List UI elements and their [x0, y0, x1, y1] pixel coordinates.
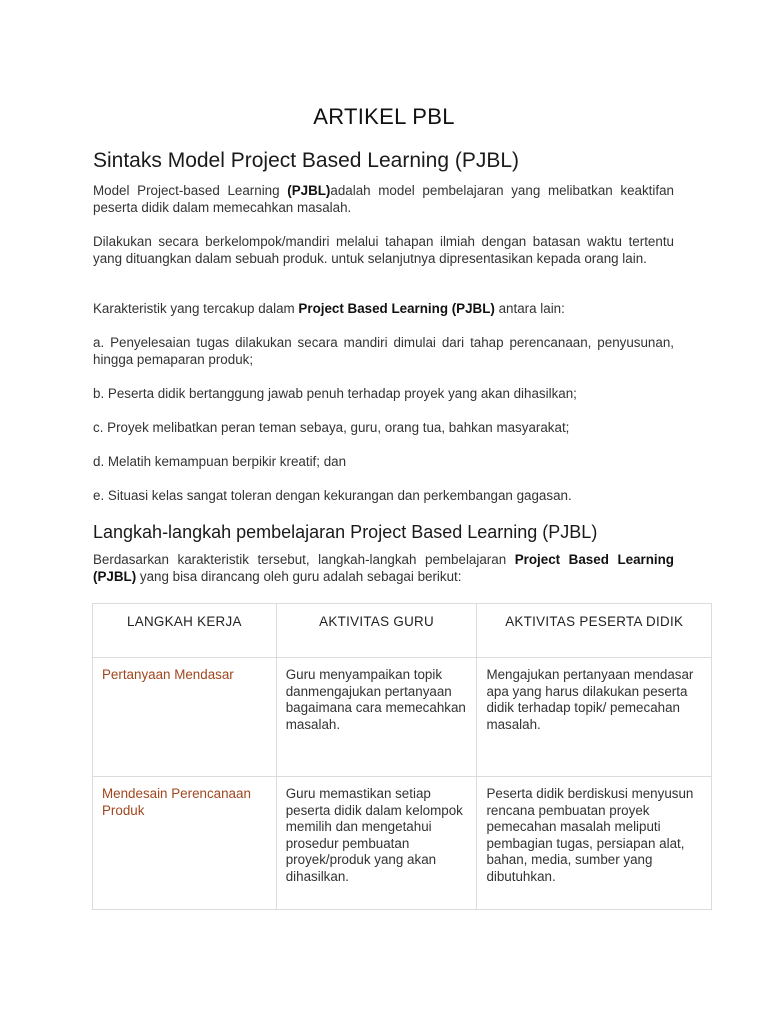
- list-item-c: c. Proyek melibatkan peran teman sebaya, guru, orang tua, bahkan masyarakat;: [93, 420, 570, 435]
- paragraph-characteristics-intro: [93, 301, 674, 318]
- paragraph-text: Model Project-based Learning: [93, 183, 288, 198]
- paragraph-text: Berdasarkan karakteristik tersebut, langkah-langkah pembelajaran: [93, 552, 515, 567]
- section-heading-langkah: Langkah-langkah pembelajaran Project Based Learning (PJBL): [93, 522, 598, 542]
- student-activity-cell: Mengajukan pertanyaan mendasar apa yang harus dilakukan peserta didik terhadap topik/ pemecahan masalah.: [477, 658, 712, 777]
- document-title: ARTIKEL PBL: [313, 104, 455, 129]
- paragraph-steps-intro: [93, 552, 674, 585]
- paragraph-text: Karakteristik yang tercakup dalam: [93, 301, 299, 316]
- section-heading-sintaks: Sintaks Model Project Based Learning (PJBL): [93, 149, 520, 172]
- step-cell: Pertanyaan Mendasar: [93, 658, 277, 777]
- steps-table: [92, 603, 712, 910]
- bold-term: (PJBL): [287, 183, 331, 198]
- list-item-e: e. Situasi kelas sangat toleran dengan kekurangan dan perkembangan gagasan.: [93, 488, 572, 503]
- bold-term: Project Based Learning (PJBL): [93, 552, 674, 584]
- paragraph-definition: [93, 183, 674, 216]
- teacher-activity-cell: Guru memastikan setiap peserta didik dalam kelompok memilih dan mengetahui prosedur pembuatan proyek/produk yang akan dihasilkan.: [276, 777, 477, 910]
- column-header-langkah: LANGKAH KERJA: [93, 604, 277, 658]
- teacher-activity-cell: Guru menyampaikan topik danmengajukan pertanyaan bagaimana cara memecahkan masalah.: [276, 658, 477, 777]
- paragraph-text: adalah model pembelajaran yang melibatkan keaktifan peserta didik dalam memecahkan masalah.: [93, 183, 674, 215]
- list-item-b: b. Peserta didik bertanggung jawab penuh terhadap proyek yang akan dihasilkan;: [93, 386, 577, 401]
- table-header-row: [93, 604, 712, 658]
- step-cell: Mendesain Perencanaan Produk: [93, 777, 277, 910]
- table-row: [93, 658, 712, 777]
- paragraph-procedure: Dilakukan secara berkelompok/mandiri melalui tahapan ilmiah dengan batasan waktu tertentu yang dituangkan dalam sebuah produk. untuk selanjutnya dipresentasikan kepada orang lain.: [93, 234, 674, 266]
- paragraph-text: antara lain:: [494, 301, 565, 316]
- paragraph-text: yang bisa dirancang oleh guru adalah sebagai berikut:: [136, 568, 462, 584]
- column-header-guru: AKTIVITAS GURU: [276, 604, 477, 658]
- column-header-peserta: AKTIVITAS PESERTA DIDIK: [477, 604, 712, 658]
- table-row: [93, 777, 712, 910]
- list-item-d: d. Melatih kemampuan berpikir kreatif; dan: [93, 454, 347, 469]
- list-item-a: a. Penyelesaian tugas dilakukan secara mandiri dimulai dari tahap perencanaan, penyusunan, hingga pemaparan produk;: [93, 335, 674, 367]
- student-activity-cell: Peserta didik berdiskusi menyusun rencana pembuatan proyek pemecahan masalah meliputi pembagian tugas, persiapan alat, bahan, media, sumber yang dibutuhkan.: [477, 777, 712, 910]
- bold-term: Project Based Learning (PJBL): [298, 301, 495, 316]
